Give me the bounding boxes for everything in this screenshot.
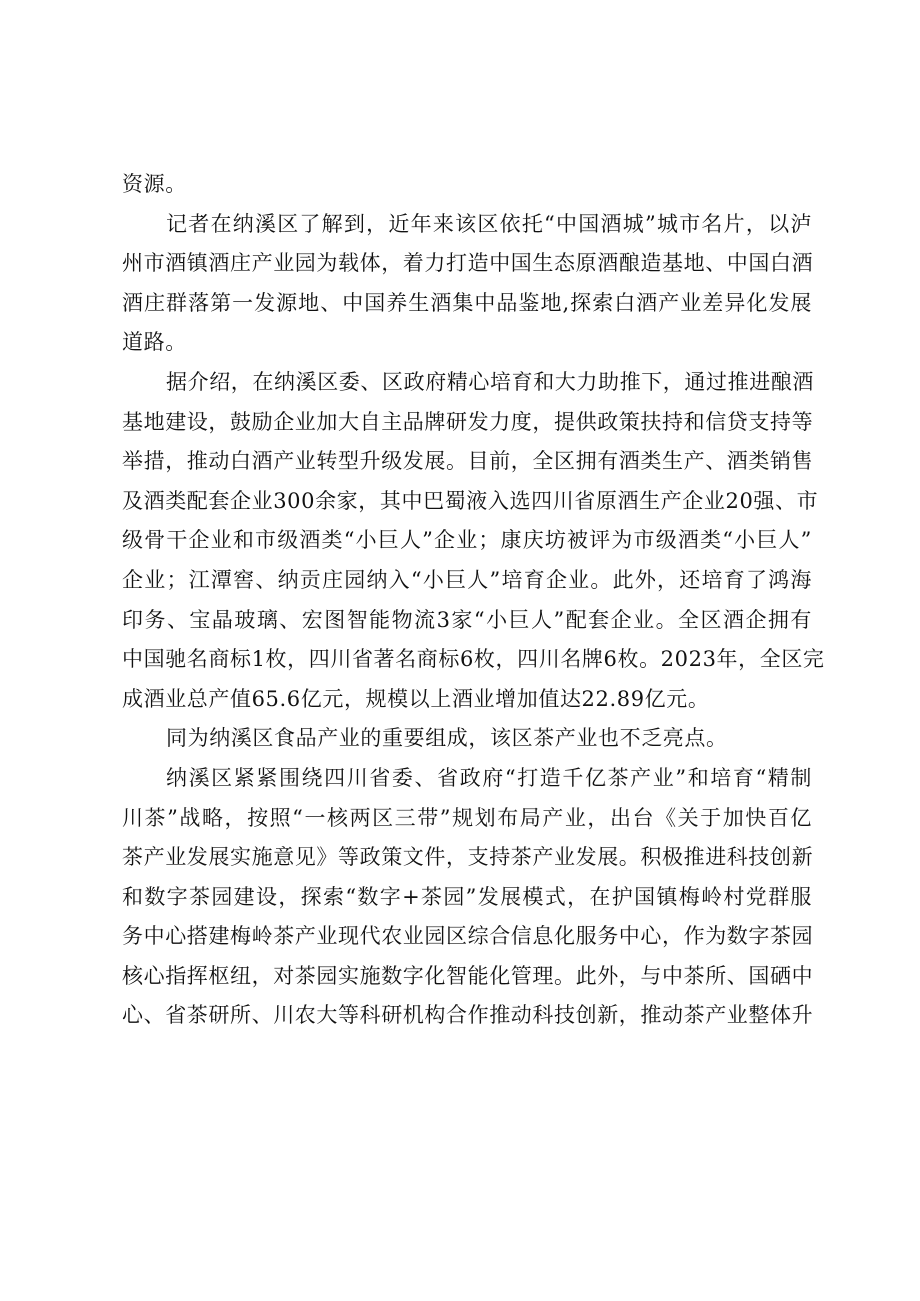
- text-line: 及酒类配套企业300余家，其中巴蜀液入选四川省原酒生产企业20强、市: [122, 488, 819, 513]
- text-line: 成酒业总产值65.6亿元，规模以上酒业增加值达22.89亿元。: [122, 686, 710, 711]
- text-line: 纳溪区紧紧围绕四川省委、省政府“打造千亿茶产业”和培育“精制: [166, 765, 812, 790]
- text-line: 酒庄群落第一发源地、中国养生酒集中品鉴地,探索白酒产业差异化发展: [122, 290, 812, 315]
- article-body: [122, 165, 825, 1036]
- text-line: 道路。: [122, 330, 187, 355]
- text-line: 记者在纳溪区了解到，近年来该区依托“中国酒城”城市名片，以泸: [166, 211, 812, 236]
- text-line: 中国驰名商标1枚，四川省著名商标6枚，四川名牌6枚。2023年，全区完: [122, 647, 825, 672]
- text-line: 资源。: [122, 172, 187, 196]
- text-line: 茶产业发展实施意见》等政策文件，支持茶产业发展。积极推进科技创新: [122, 845, 814, 870]
- text-line: 心、省茶研所、川农大等科研机构合作推动科技创新，推动茶产业整体升: [122, 1003, 814, 1028]
- text-line: 基地建设，鼓励企业加大自主品牌研发力度，提供政策扶持和信贷支持等: [122, 409, 814, 434]
- text-line: 级骨干企业和市级酒类“小巨人”企业；康庆坊被评为市级酒类“小巨人”: [122, 528, 812, 553]
- text-line: 印务、宝晶玻璃、宏图智能物流3家“小巨人”配套企业。全区酒企拥有: [122, 607, 812, 632]
- text-line: 州市酒镇酒庄产业园为载体，着力打造中国生态原酒酿造基地、中国白酒: [122, 251, 814, 276]
- text-line: 举措，推动白酒产业转型升级发展。目前，全区拥有酒类生产、酒类销售: [122, 449, 814, 474]
- text-line: 务中心搭建梅岭茶产业现代农业园区综合信息化服务中心，作为数字茶园: [122, 924, 814, 949]
- text-line: 核心指挥枢纽，对茶园实施数字化智能化管理。此外，与中茶所、国硒中: [122, 963, 814, 988]
- text-line: 川茶”战略，按照“一核两区三带”规划布局产业，出台《关于加快百亿: [122, 805, 812, 830]
- text-line: 据介绍，在纳溪区委、区政府精心培育和大力助推下，通过推进酿酒: [166, 369, 814, 394]
- text-line: 和数字茶园建设，探索“数字+茶园”发展模式，在护国镇梅岭村党群服: [122, 884, 812, 909]
- text-line: 同为纳溪区食品产业的重要组成，该区茶产业也不乏亮点。: [166, 726, 728, 751]
- text-line: 企业；江潭窖、纳贡庄园纳入“小巨人”培育企业。此外，还培育了鸿海: [122, 567, 812, 592]
